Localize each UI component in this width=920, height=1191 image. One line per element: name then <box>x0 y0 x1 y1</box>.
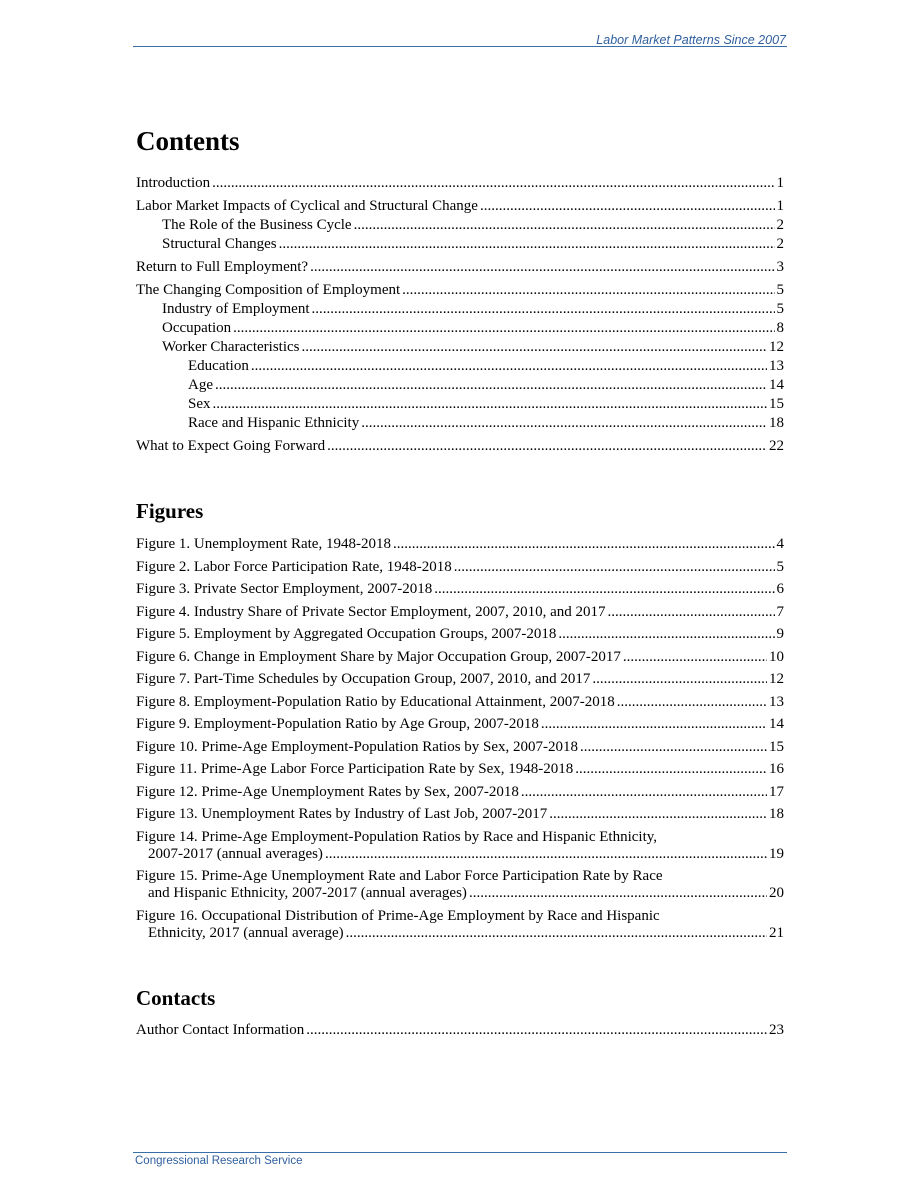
toc-entry[interactable] <box>136 784 784 801</box>
toc-entry-page: 18 <box>769 415 784 431</box>
toc-entry-page: 15 <box>769 396 784 412</box>
toc-entry-page: 1 <box>776 175 784 191</box>
contacts-heading: Contacts <box>136 986 216 1010</box>
toc-entry-page: 4 <box>776 536 784 552</box>
toc-entry[interactable] <box>136 396 784 413</box>
dot-leader <box>301 339 767 356</box>
toc-entry-label-continuation: Ethnicity, 2017 (annual average) <box>148 924 344 941</box>
toc-entry-label-continuation: 2007-2017 (annual averages) <box>148 845 323 862</box>
toc-entry-label: Figure 10. Prime-Age Employment-Population Ratios by Sex, 2007-2018 <box>136 738 579 755</box>
toc-entry[interactable] <box>136 694 784 711</box>
toc-entry[interactable] <box>136 320 784 337</box>
toc-entry-label: What to Expect Going Forward <box>136 438 326 454</box>
dot-leader <box>327 438 767 455</box>
toc-entry-label: Figure 12. Prime-Age Unemployment Rates by Sex, 2007-2018 <box>136 783 519 800</box>
toc-entry-page: 12 <box>769 339 784 355</box>
toc-entry-page: 9 <box>776 626 784 642</box>
toc-entry-label: Structural Changes <box>162 236 277 252</box>
toc-entry-label: Race and Hispanic Ethnicity <box>188 415 360 431</box>
dot-leader <box>541 716 767 733</box>
toc-entry-label: The Changing Composition of Employment <box>136 282 401 298</box>
footer-text: Congressional Research Service <box>135 1155 303 1167</box>
toc-entry[interactable] <box>136 236 784 253</box>
toc-entry[interactable] <box>136 868 784 902</box>
dot-leader <box>306 1022 767 1039</box>
dot-leader <box>311 301 774 318</box>
toc-entry-page: 13 <box>769 693 784 710</box>
toc-entry[interactable] <box>136 604 784 621</box>
toc-entry-label: Sex <box>188 396 211 412</box>
toc-entry-label: Figure 16. Occupational Distribution of Prime-Age Employment by Race and Hispanic <box>136 907 660 924</box>
dot-leader <box>608 604 775 621</box>
toc-entry-label: Figure 8. Employment-Population Ratio by Educational Attainment, 2007-2018 <box>136 693 615 710</box>
dot-leader <box>393 536 775 553</box>
dot-leader <box>215 377 767 394</box>
dot-leader <box>325 846 767 863</box>
toc-entry[interactable] <box>136 806 784 823</box>
toc-entry-page: 23 <box>769 1022 784 1038</box>
toc-entry[interactable] <box>136 626 784 643</box>
toc-entry-label: Figure 9. Employment-Population Ratio by Age Group, 2007-2018 <box>136 716 539 732</box>
toc-entry[interactable] <box>136 536 784 553</box>
figures-list <box>136 536 784 942</box>
toc-entry-page: 18 <box>769 806 784 822</box>
toc-entry-label: Figure 5. Employment by Aggregated Occupation Groups, 2007-2018 <box>136 626 557 642</box>
toc-entry[interactable] <box>136 716 784 733</box>
toc-entry-label-continuation: and Hispanic Ethnicity, 2007-2017 (annual averages) <box>148 885 467 901</box>
dot-leader <box>212 175 774 192</box>
toc-entry-label: Figure 3. Private Sector Employment, 2007-2018 <box>136 581 433 597</box>
dot-leader <box>279 236 775 253</box>
dot-leader <box>480 198 775 215</box>
toc-entry[interactable] <box>136 282 784 299</box>
toc-entry-label: Age <box>188 377 213 393</box>
toc-entry-label: Figure 6. Change in Employment Share by Major Occupation Group, 2007-2017 <box>136 648 621 665</box>
toc-entry-label: Figure 14. Prime-Age Employment-Population Ratios by Race and Hispanic Ethnicity, <box>136 828 658 845</box>
toc-entry-page: 2 <box>776 236 784 252</box>
toc-entry[interactable] <box>136 339 784 356</box>
dot-leader <box>434 581 774 598</box>
toc-entry-label: Industry of Employment <box>162 301 310 317</box>
dot-leader <box>361 415 767 432</box>
toc-entry[interactable] <box>136 908 784 942</box>
dot-leader <box>213 396 768 413</box>
toc-entry-label: Education <box>188 358 249 374</box>
toc-entry-page: 5 <box>776 282 784 298</box>
toc-entry-label: Figure 11. Prime-Age Labor Force Participation Rate by Sex, 1948-2018 <box>136 761 574 777</box>
toc-entry-page: 22 <box>769 438 784 454</box>
toc-entry[interactable] <box>136 438 784 455</box>
toc-entry-page: 1 <box>776 198 784 214</box>
dot-leader <box>233 320 774 337</box>
contents-list <box>136 175 784 455</box>
toc-entry[interactable] <box>136 559 784 576</box>
dot-leader <box>592 671 767 688</box>
toc-entry-page: 21 <box>769 924 784 941</box>
toc-entry-label: Figure 4. Industry Share of Private Sector Employment, 2007, 2010, and 2017 <box>136 603 606 620</box>
dot-leader <box>402 282 774 299</box>
toc-entry-page: 14 <box>769 716 784 732</box>
dot-leader <box>617 694 767 711</box>
toc-entry[interactable] <box>136 415 784 432</box>
toc-entry[interactable] <box>136 377 784 394</box>
toc-entry-continuation-line <box>136 846 784 863</box>
toc-entry-label: Introduction <box>136 175 211 191</box>
dot-leader <box>454 559 775 576</box>
toc-entry[interactable] <box>136 761 784 778</box>
running-title: Labor Market Patterns Since 2007 <box>596 33 786 47</box>
toc-entry[interactable] <box>136 649 784 666</box>
dot-leader <box>251 358 767 375</box>
toc-entry-page: 13 <box>769 358 784 374</box>
toc-entry-page: 7 <box>776 603 784 620</box>
figures-heading: Figures <box>136 499 204 523</box>
toc-entry-label: Worker Characteristics <box>162 339 300 355</box>
dot-leader <box>310 259 774 276</box>
toc-entry-page: 19 <box>769 845 784 862</box>
dot-leader <box>549 806 767 823</box>
toc-entry[interactable] <box>136 671 784 688</box>
toc-entry-page: 14 <box>769 377 784 393</box>
toc-entry-label: Occupation <box>162 320 232 336</box>
toc-entry[interactable] <box>136 829 784 863</box>
toc-entry-continuation-line <box>136 925 784 942</box>
toc-entry-label: Labor Market Impacts of Cyclical and Structural Change <box>136 198 478 214</box>
toc-entry-page: 5 <box>776 301 784 317</box>
contents-heading: Contents <box>136 126 240 156</box>
toc-entry-label: Author Contact Information <box>136 1022 305 1038</box>
toc-entry-label: Return to Full Employment? <box>136 259 309 275</box>
dot-leader <box>623 649 767 666</box>
toc-entry-continuation-line <box>136 885 784 902</box>
toc-entry[interactable] <box>136 198 784 215</box>
toc-entry-page: 20 <box>769 885 784 901</box>
toc-entry-page: 2 <box>776 217 784 233</box>
toc-entry-label: Figure 7. Part-Time Schedules by Occupation Group, 2007, 2010, and 2017 <box>136 671 591 687</box>
dot-leader <box>346 925 767 942</box>
toc-entry-page: 16 <box>769 761 784 777</box>
toc-entry-label: Figure 1. Unemployment Rate, 1948-2018 <box>136 536 391 552</box>
toc-entry[interactable] <box>136 301 784 318</box>
toc-entry-page: 5 <box>776 558 784 575</box>
toc-entry-label: Figure 15. Prime-Age Unemployment Rate and Labor Force Participation Rate by Race <box>136 868 663 884</box>
dot-leader <box>575 761 767 778</box>
dot-leader <box>521 784 767 801</box>
toc-entry[interactable] <box>136 581 784 598</box>
dot-leader <box>354 217 775 234</box>
toc-entry-label: Figure 2. Labor Force Participation Rate, 1948-2018 <box>136 558 452 575</box>
toc-entry-label: Figure 13. Unemployment Rates by Industry of Last Job, 2007-2017 <box>136 806 548 822</box>
footer-rule <box>133 1152 787 1153</box>
toc-entry-page: 12 <box>769 671 784 687</box>
toc-entry[interactable] <box>136 175 784 192</box>
toc-entry-page: 10 <box>769 648 784 665</box>
toc-entry-label: The Role of the Business Cycle <box>162 217 352 233</box>
toc-entry-page: 8 <box>776 320 784 336</box>
dot-leader <box>469 885 767 902</box>
toc-entry-page: 15 <box>769 738 784 755</box>
toc-entry-page: 6 <box>776 581 784 597</box>
toc-entry[interactable] <box>136 217 784 234</box>
toc-entry[interactable] <box>136 1022 784 1039</box>
contacts-list <box>136 1022 784 1039</box>
toc-entry[interactable] <box>136 739 784 756</box>
toc-entry[interactable] <box>136 358 784 375</box>
toc-entry-page: 3 <box>776 259 784 275</box>
dot-leader <box>580 739 767 756</box>
toc-entry-page: 17 <box>769 783 784 800</box>
dot-leader <box>558 626 774 643</box>
toc-entry[interactable] <box>136 259 784 276</box>
